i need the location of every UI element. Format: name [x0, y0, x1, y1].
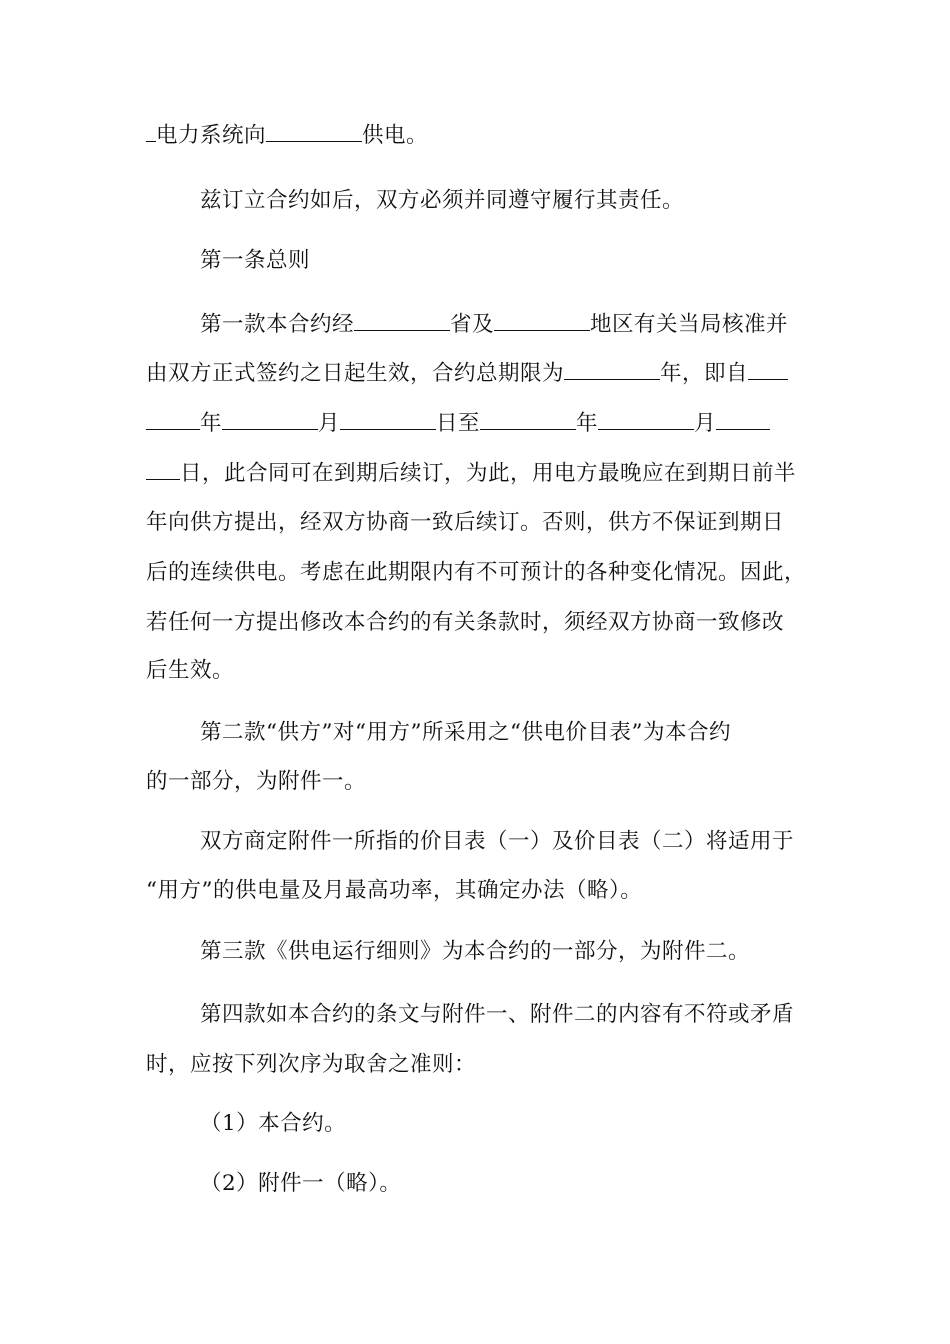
text-line — [146, 115, 806, 155]
text-line: 年向供方提出，经双方协商一致后续订。否则，供方不保证到期日 — [146, 510, 785, 535]
text-line — [146, 403, 806, 443]
text-line: 时，应按下列次序为取舍之准则： — [146, 1052, 477, 1077]
text-line: 的一部分，为附件一。 — [146, 769, 367, 794]
text-line: “用方”的供电量及月最高功率，其确定办法（略）。 — [146, 878, 643, 903]
fill-blank — [340, 403, 436, 430]
fill-blank — [494, 304, 590, 331]
text-line: 双方商定附件一所指的价目表（一）及价目表（二）将适用于 — [200, 829, 795, 854]
line-text: 月 — [318, 411, 341, 436]
text-line: 第四款如本合约的条文与附件一、附件二的内容有不符或矛盾 — [200, 1002, 795, 1027]
line-text: 日至 — [436, 411, 481, 436]
fill-blank — [598, 403, 694, 430]
line-text: 地区有关当局核准并 — [590, 312, 789, 337]
text-line: 第三款《供电运行细则》为本合约的一部分，为附件二。 — [200, 939, 751, 964]
text-line: 后生效。 — [146, 658, 235, 683]
text-line: 兹订立合约如后，双方必须并同遵守履行其责任。 — [200, 188, 685, 213]
list-item: （2）附件一（略）。 — [200, 1171, 402, 1196]
text-line — [200, 304, 806, 344]
text-line: 后的连续供电。考虑在此期限内有不可预计的各种变化情况。因此， — [146, 560, 807, 585]
line-text: 供电。 — [362, 123, 429, 148]
fill-blank — [222, 403, 318, 430]
line-text: 日，此合同可在到期后续订，为此，用电方最晚应在到期日前半 — [180, 461, 797, 486]
line-text: 第一款本合约经 — [200, 312, 355, 337]
fill-blank — [564, 353, 660, 380]
section-heading: 第一条总则 — [200, 248, 311, 273]
fill-blank — [146, 115, 156, 142]
line-text: 电力系统向 — [156, 123, 267, 148]
line-text: 年，即自 — [660, 361, 749, 386]
line-text: 年 — [200, 411, 223, 436]
fill-blank — [354, 304, 450, 331]
line-text: 年 — [576, 411, 599, 436]
text-line: 第二款“供方”对“用方”所采用之“供电价目表”为本合约 — [200, 720, 731, 745]
fill-blank — [480, 403, 576, 430]
fill-blank — [748, 353, 788, 380]
fill-blank — [146, 453, 180, 480]
fill-blank — [716, 403, 770, 430]
fill-blank — [146, 403, 200, 430]
text-line: 若任何一方提出修改本合约的有关条款时，须经双方协商一致修改 — [146, 610, 785, 635]
text-line — [146, 453, 806, 493]
line-text: 月 — [694, 411, 717, 436]
fill-blank — [266, 115, 362, 142]
text-line — [146, 353, 806, 393]
line-text: 省及 — [450, 312, 495, 337]
list-item: （1）本合约。 — [200, 1111, 347, 1136]
line-text: 由双方正式签约之日起生效，合约总期限为 — [146, 361, 565, 386]
